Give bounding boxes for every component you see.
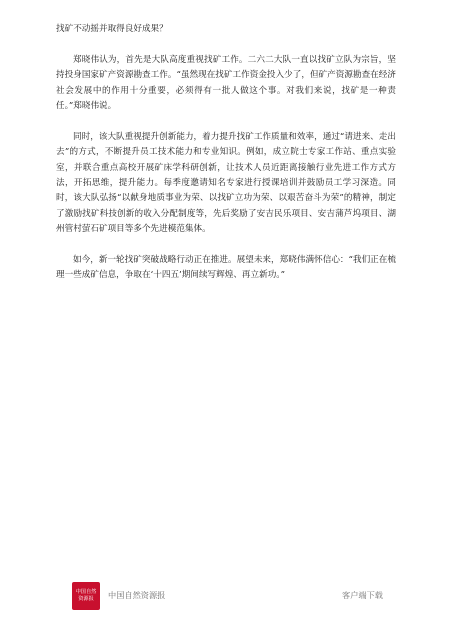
client-download-link[interactable]: 客户端下载 bbox=[342, 590, 383, 600]
newspaper-logo bbox=[72, 582, 100, 610]
paragraph-continuation: 找矿不动摇并取得良好成果？ bbox=[56, 24, 168, 34]
article-body bbox=[56, 22, 396, 299]
logo-text-line2: 资源报 bbox=[78, 596, 94, 602]
paragraph: 同时，该大队重视提升创新能力，着力提升找矿工作质量和效率，通过“请进来、走出去”的方式，不断提升员工技术能力和专业知识。例如，成立院士专家工作站、重点实验室，并联合重点高校开展矿床学科研创新，让技术人员近距离接触行业先进工作方式方法，开拓思维，提升能力。每季度邀请知名专家进行授课培训并鼓励员工学习深造。同时，该大队弘扬“以献身地质事业为荣、以找矿立功为荣、以艰苦奋斗为荣”的精神，制定了激励找矿科技创新的收入分配制度等，先后奖励了安吉民乐项目、安吉蒲芦坞项目、湖州管村萤石矿项目等多个先进模范集体。 bbox=[56, 131, 396, 235]
logo-text-line1: 中国自然 bbox=[75, 589, 97, 595]
footer-bar bbox=[0, 578, 450, 618]
paragraph: 如今，新一轮找矿突破战略行动正在推进。展望未来，郑晓伟满怀信心：“我们正在梳理一些成矿信息，争取在‘十四五’期间续写辉煌、再立新功。” bbox=[56, 255, 396, 281]
brand-name: 中国自然资源报 bbox=[108, 590, 166, 600]
paragraph: 郑晓伟认为，首先是大队高度重视找矿工作。二六二大队一直以找矿立队为宗旨，坚持投身国家矿产资源勘查工作。“虽然现在找矿工作资金投入少了，但矿产资源勘查在经济社会发展中的作用十分重要，必须得有一批人做这个事。对我们来说，找矿是一种责任。”郑晓伟说。 bbox=[56, 54, 396, 112]
